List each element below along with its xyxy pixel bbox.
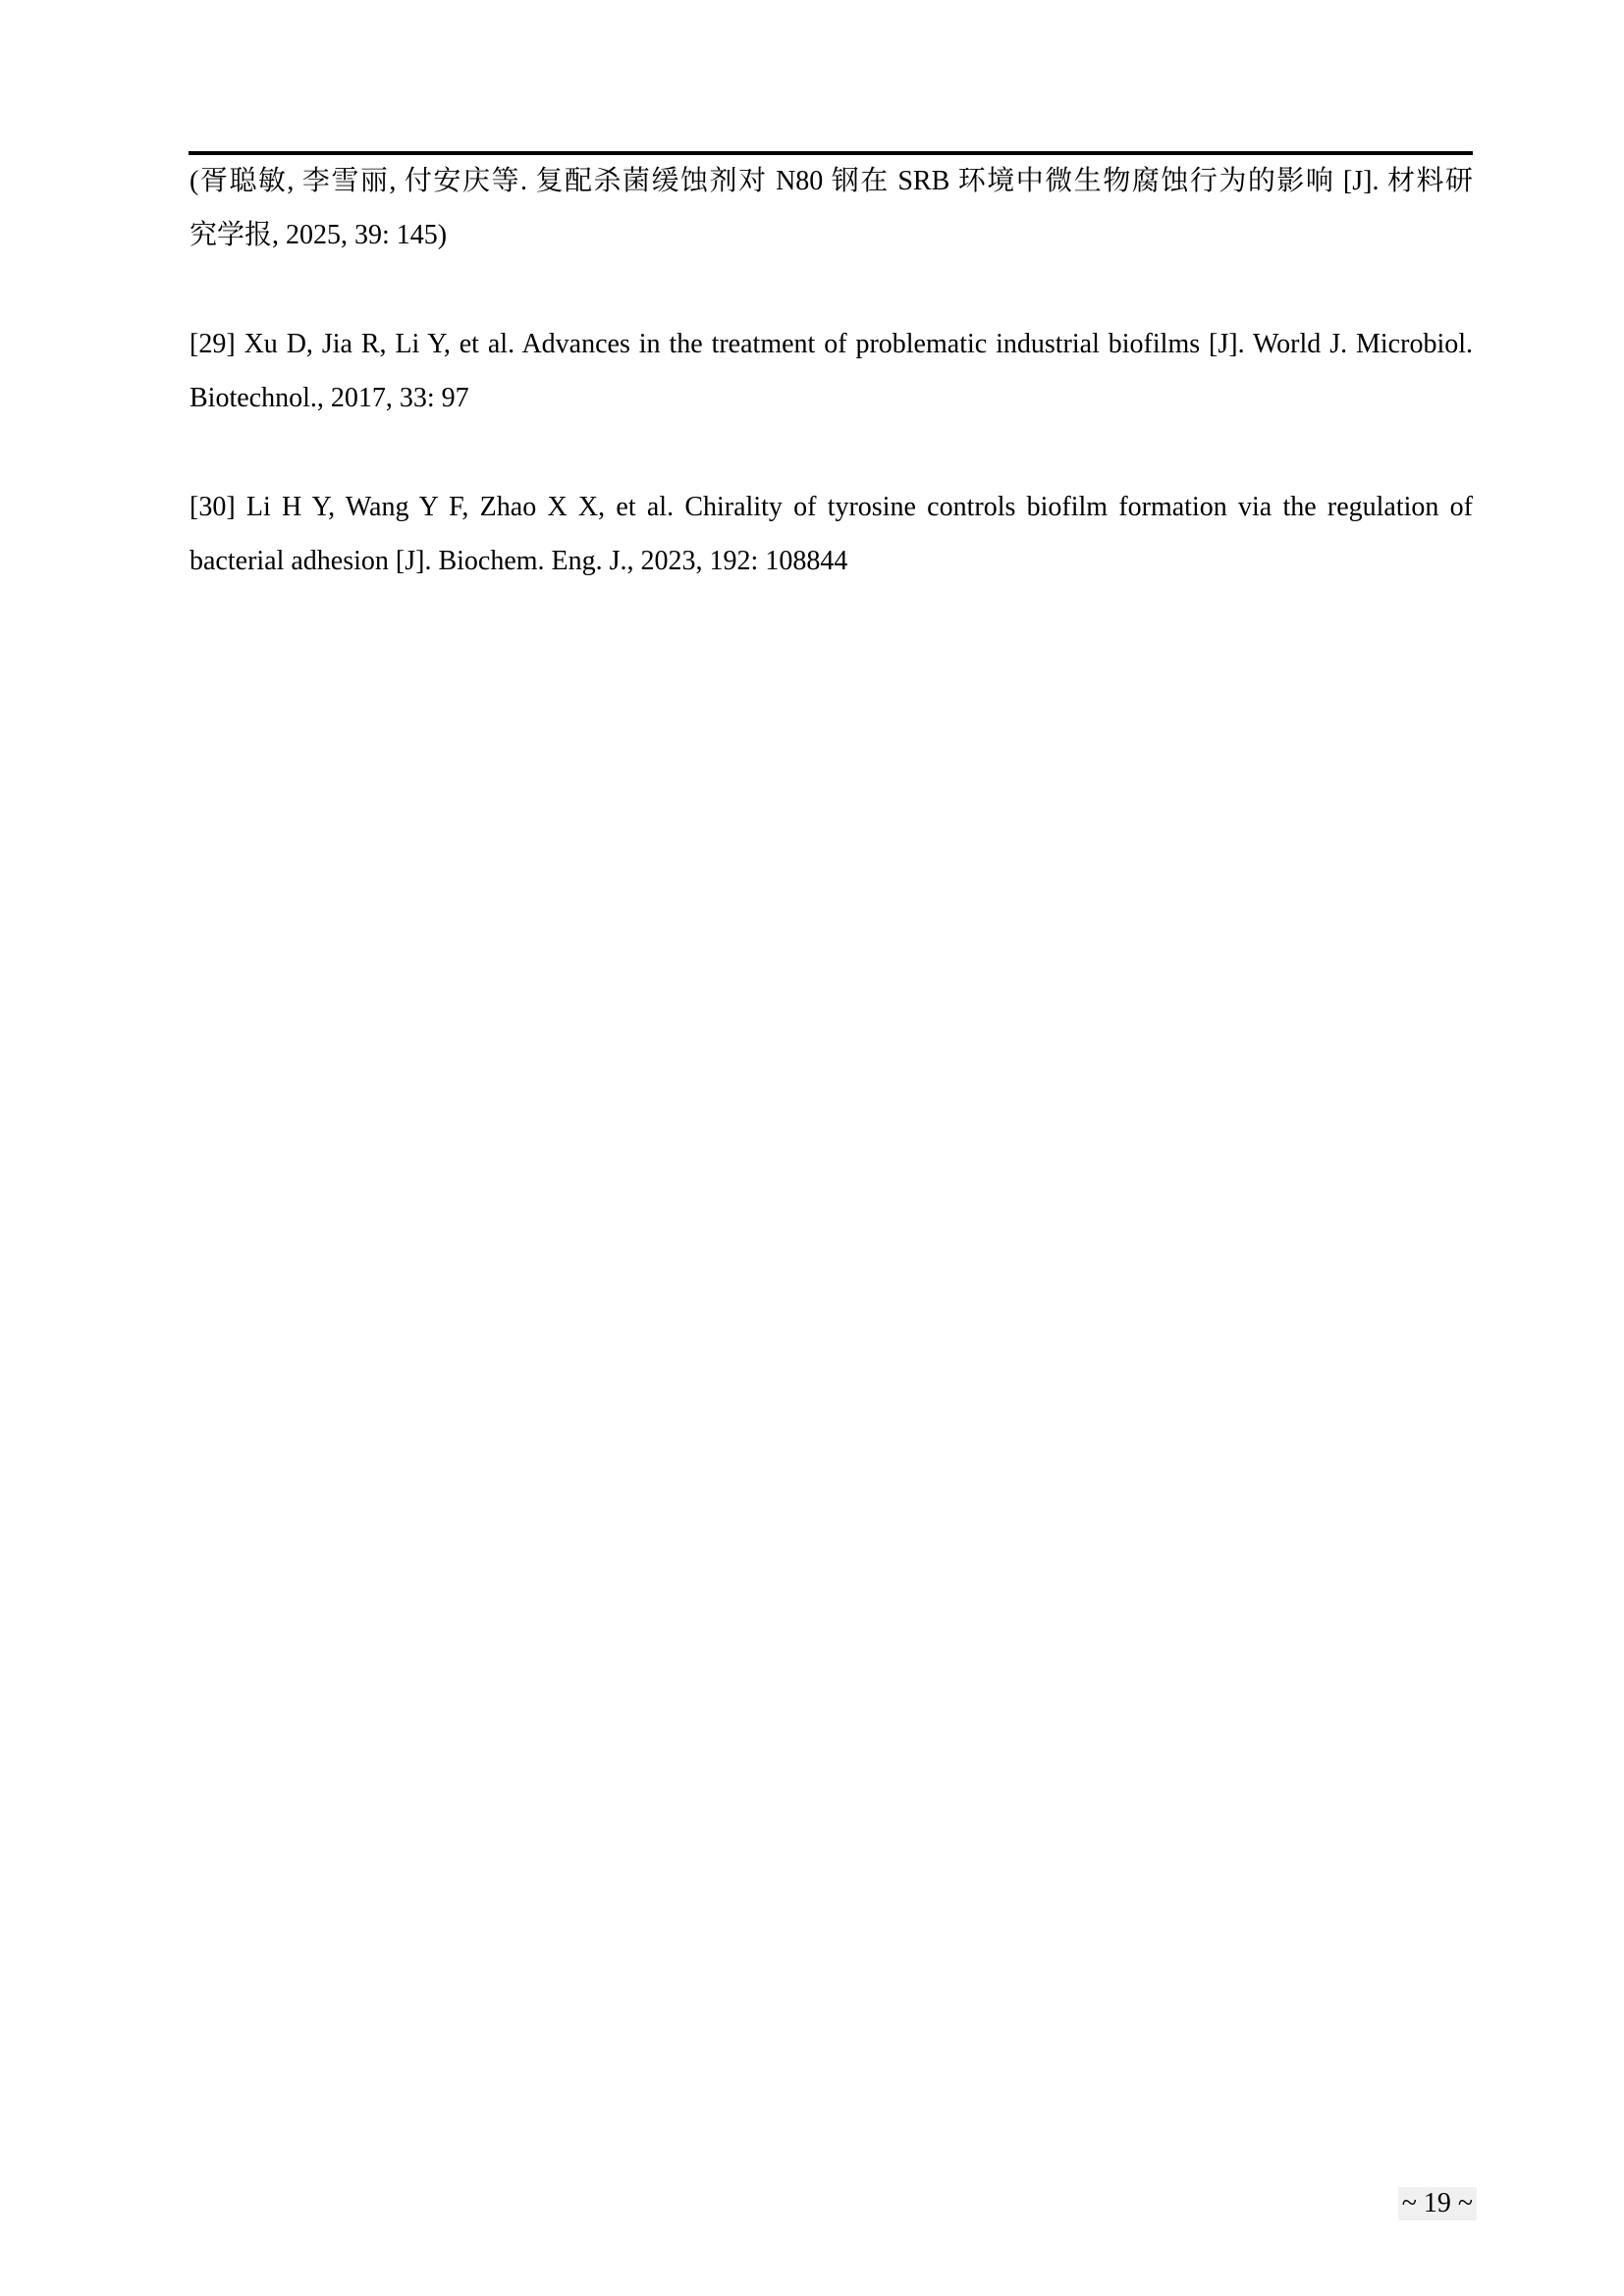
reference-entry-chinese: [189, 154, 1473, 262]
reference-entry-29: [189, 317, 1473, 425]
reference-entry-30: [189, 480, 1473, 588]
references-section: [189, 154, 1473, 643]
reference-line: (胥聪敏, 李雪丽, 付安庆等. 复配杀菌缓蚀剂对 N80 钢在 SRB 环境中微生物腐蚀行为的影响 [J]. 材料研: [189, 166, 1473, 196]
page-number: ~ 19 ~: [1398, 2187, 1477, 2220]
reference-line: bacterial adhesion [J]. Biochem. Eng. J., 2023, 192: 108844: [189, 546, 848, 576]
reference-line: [29] Xu D, Jia R, Li Y, et al. Advances in the treatment of problematic industrial biofilms [J]. World J. Microbiol.: [189, 329, 1473, 359]
reference-line: 究学报, 2025, 39: 145): [189, 220, 448, 250]
reference-line: Biotechnol., 2017, 33: 97: [189, 383, 469, 413]
reference-line: [30] Li H Y, Wang Y F, Zhao X X, et al. Chirality of tyrosine controls biofilm formation via the regulation of: [189, 492, 1473, 522]
